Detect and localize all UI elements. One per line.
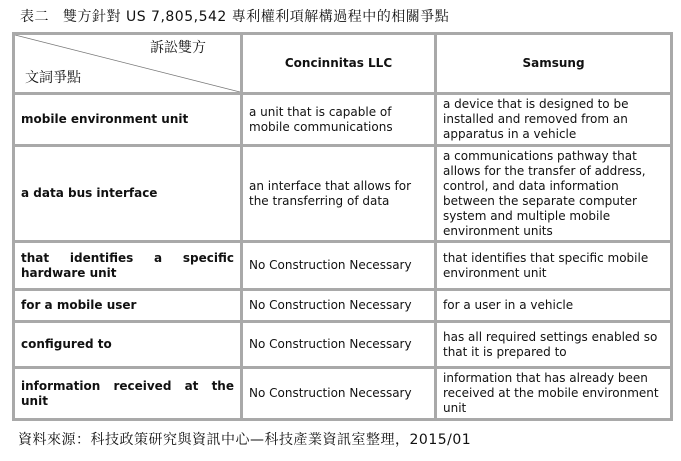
table-row — [14, 290, 672, 322]
concinnitas-cell: an interface that allows for the transferring of data — [242, 146, 436, 242]
table-row — [14, 94, 672, 146]
samsung-cell: has all required settings enabled so that it is prepared to — [436, 322, 672, 368]
table-header-row — [14, 34, 672, 94]
claim-construction-table — [12, 32, 673, 421]
source-note: 資料來源：科技政策研究與資訊中心—科技產業資訊室整理，2015/01 — [18, 432, 472, 448]
table-row — [14, 242, 672, 290]
term-cell: mobile environment unit — [14, 94, 242, 146]
samsung-cell: a communications pathway that allows for the transfer of address, control, and data information between the separate computer system and multiple mobile environment units — [436, 146, 672, 242]
table-row — [14, 322, 672, 368]
concinnitas-cell: a unit that is capable of mobile communications — [242, 94, 436, 146]
samsung-cell: information that has already been received at the mobile environment unit — [436, 368, 672, 420]
table-title: 雙方針對 US 7,805,542 專利權利項解構過程中的相關爭點 — [63, 9, 450, 25]
corner-label-terms: 文詞爭點 — [25, 70, 81, 86]
table-row — [14, 146, 672, 242]
corner-label-parties: 訴訟雙方 — [150, 40, 206, 56]
concinnitas-cell: No Construction Necessary — [242, 322, 436, 368]
term-cell: configured to — [14, 322, 242, 368]
column-header-samsung: Samsung — [436, 34, 672, 94]
table-number: 表二 — [20, 9, 49, 25]
concinnitas-cell: No Construction Necessary — [242, 242, 436, 290]
term-cell: for a mobile user — [14, 290, 242, 322]
concinnitas-cell: No Construction Necessary — [242, 290, 436, 322]
samsung-cell: that identifies that specific mobile environment unit — [436, 242, 672, 290]
term-cell: that identifies a specific hardware unit — [14, 242, 242, 290]
concinnitas-cell: No Construction Necessary — [242, 368, 436, 420]
corner-header-cell — [14, 34, 242, 94]
table-caption — [20, 6, 449, 26]
samsung-cell: a device that is designed to be installed and removed from an apparatus in a vehicle — [436, 94, 672, 146]
column-header-concinnitas: Concinnitas LLC — [242, 34, 436, 94]
term-cell: information received at the unit — [14, 368, 242, 420]
term-cell: a data bus interface — [14, 146, 242, 242]
table-row — [14, 368, 672, 420]
samsung-cell: for a user in a vehicle — [436, 290, 672, 322]
